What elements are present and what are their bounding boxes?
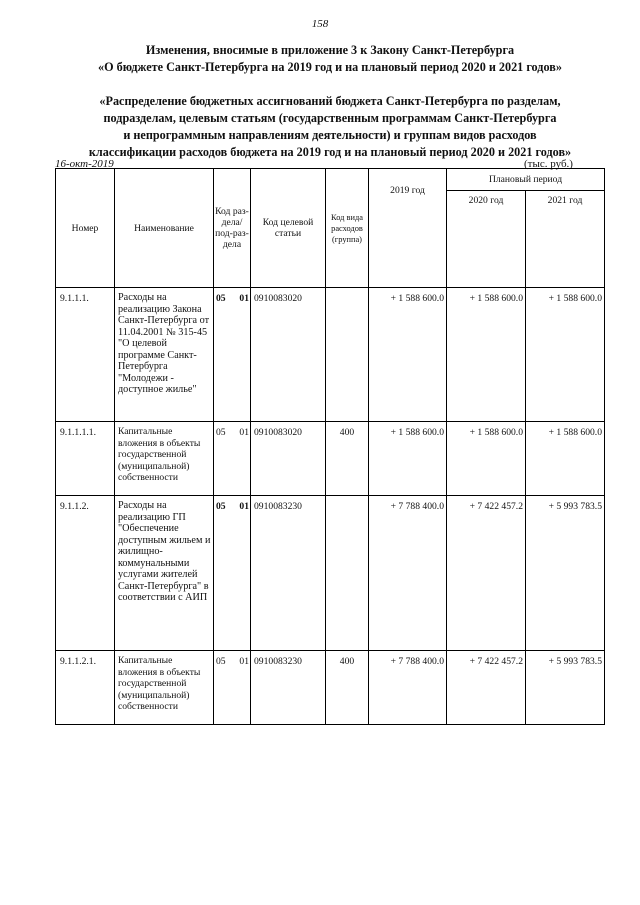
row-number: 9.1.1.2. [56,496,115,651]
row-name: Расходы на реализацию Закона Санкт-Петербурга от 11.04.2001 № 315-45 "О целевой программе Санкт-Петербурга "Молодежи - доступное жилье" [115,288,214,422]
row-number: 9.1.1.1. [56,288,115,422]
row-target: 0910083230 [251,496,326,651]
header-2020: 2020 год [447,191,526,288]
row-2021: + 5 993 783.5 [526,496,605,651]
row-number: 9.1.1.2.1. [56,651,115,725]
header-2021: 2021 год [526,191,605,288]
row-name: Капитальные вложения в объекты государственной (муниципальной) собственности [115,651,214,725]
title-line: «О бюджете Санкт-Петербурга на 2019 год и на плановый период 2020 и 2021 годов» [98,60,562,74]
page-number: 158 [311,18,329,30]
header-target: Код целевой статьи [251,169,326,288]
document-date: 16-окт-2019 [55,158,114,170]
row-2019: + 7 788 400.0 [369,651,447,725]
header-planned: Плановый период [447,169,605,191]
subtitle-line: классификации расходов бюджета на 2019 год и на плановый период 2020 и 2021 годов» [88,145,572,159]
row-target: 0910083230 [251,651,326,725]
row-number: 9.1.1.1.1. [56,422,115,496]
header-type: Код вида расходов (группа) [326,169,369,288]
row-2019: + 7 788 400.0 [369,496,447,651]
document-title [40,42,620,76]
document-subtitle [40,93,620,161]
subtitle-line: «Распределение бюджетных ассигнований бюджета Санкт-Петербурга по разделам, [99,94,561,108]
row-2020: + 1 588 600.0 [447,288,526,422]
row-2021: + 1 588 600.0 [526,422,605,496]
row-name: Расходы на реализацию ГП "Обеспечение доступным жильем и жилищно-коммунальными услугами жителей Санкт-Петербурга" в соответствии с АИП [115,496,214,651]
units-label: (тыс. руб.) [524,158,573,170]
table-row [56,288,605,422]
table-row [56,496,605,651]
budget-table [55,168,605,725]
row-target: 0910083020 [251,288,326,422]
header-number: Номер [56,169,115,288]
row-2021: + 1 588 600.0 [526,288,605,422]
row-target: 0910083020 [251,422,326,496]
row-section: 05 01 [214,422,251,496]
row-2020: + 1 588 600.0 [447,422,526,496]
row-2020: + 7 422 457.2 [447,651,526,725]
row-type: 400 [326,651,369,725]
row-2020: + 7 422 457.2 [447,496,526,651]
row-section: 05 01 [214,651,251,725]
table-row [56,422,605,496]
header-name: Наименование [115,169,214,288]
header-2019: 2019 год [369,169,447,288]
row-section: 05 01 [214,288,251,422]
row-section: 05 01 [214,496,251,651]
row-2021: + 5 993 783.5 [526,651,605,725]
row-type [326,288,369,422]
header-section: Код раз-дела/ под-раз-дела [214,169,251,288]
subtitle-line: подразделам, целевым статьям (государственным программам Санкт-Петербурга [103,111,557,125]
row-name: Капитальные вложения в объекты государственной (муниципальной) собственности [115,422,214,496]
title-line: Изменения, вносимые в приложение 3 к Закону Санкт-Петербурга [145,43,515,57]
subtitle-line: и непрограммным направлениям деятельности) и группам видов расходов [123,128,537,142]
row-2019: + 1 588 600.0 [369,422,447,496]
row-type [326,496,369,651]
table-row [56,651,605,725]
row-2019: + 1 588 600.0 [369,288,447,422]
row-type: 400 [326,422,369,496]
